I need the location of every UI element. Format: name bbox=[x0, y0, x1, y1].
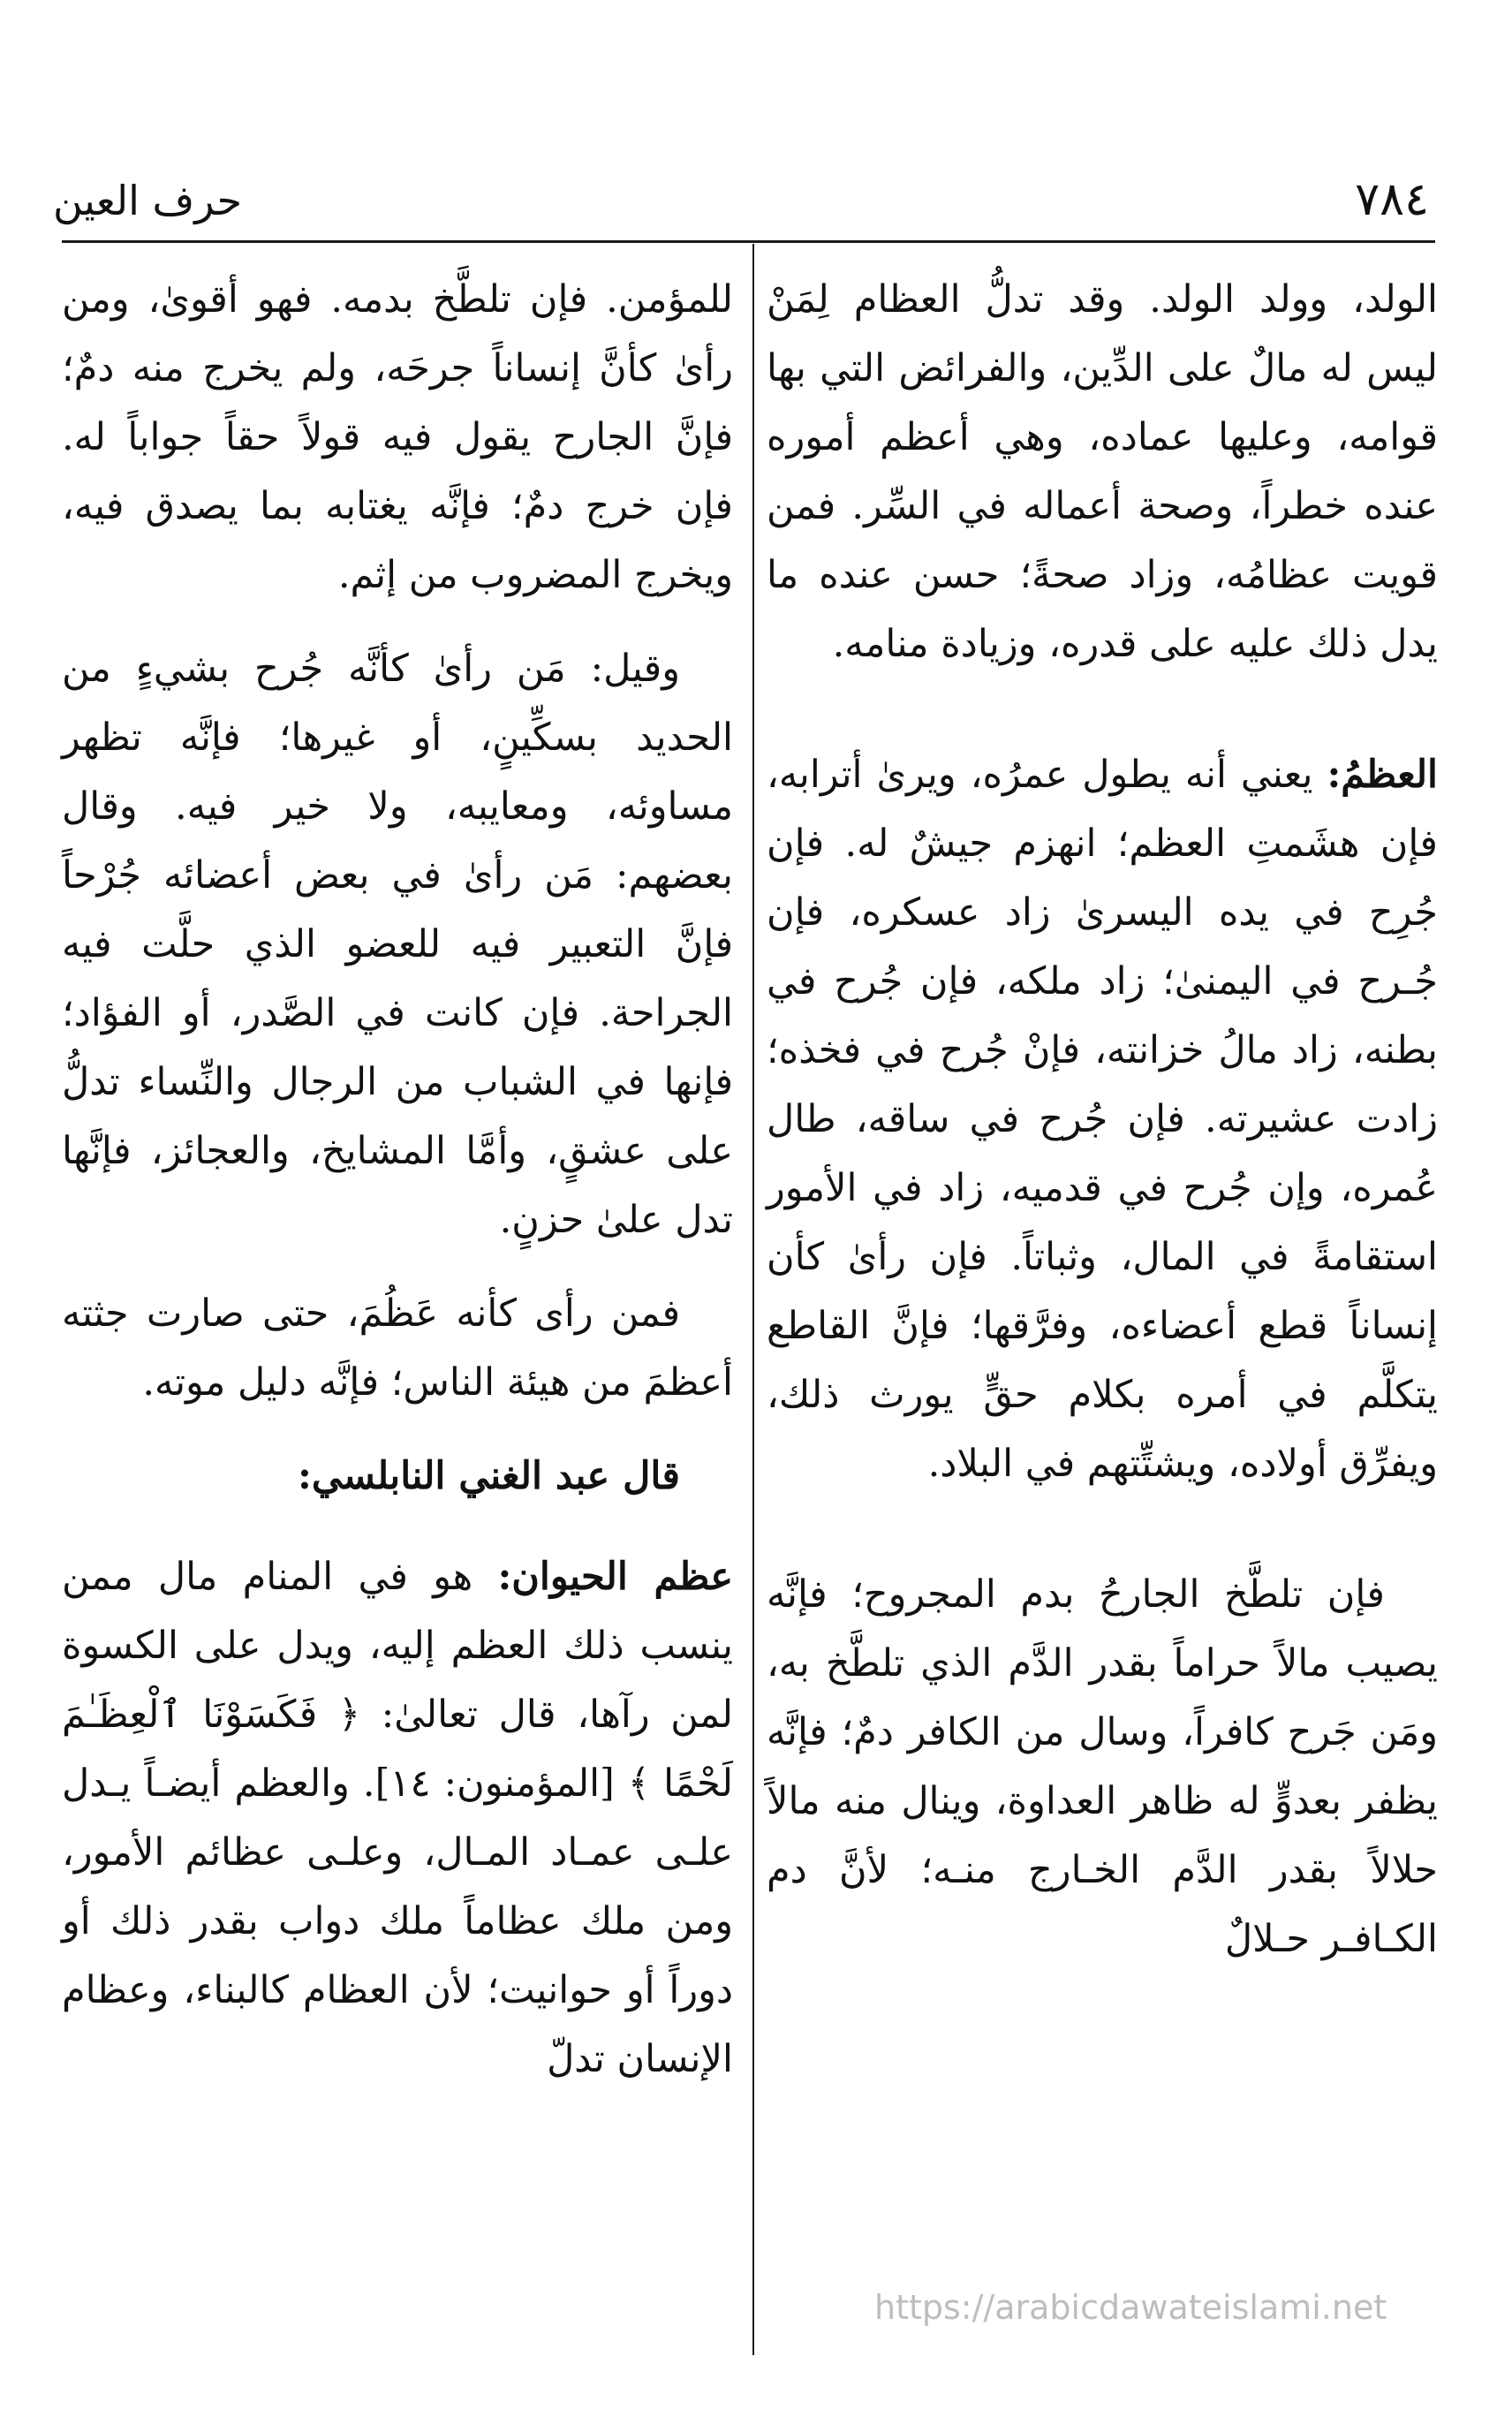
running-title: حرف العين bbox=[53, 177, 243, 224]
section-subheading: قال عبد الغني النابلسي: bbox=[297, 1454, 680, 1498]
paragraph bbox=[767, 740, 1438, 1498]
left-column bbox=[62, 265, 733, 2118]
paragraph bbox=[62, 1542, 733, 2094]
header-rule bbox=[62, 240, 1435, 243]
paragraph: وقيل: مَن رأىٰ كأنَّه جُرح بشيءٍ من الحديد بسكِّينٍ، أو غيرها؛ فإنَّه تظهر مساوئه، ومعايبه، ولا خير فيه. وقال بعضهم: مَن رأىٰ في بعض أعضائه جُرْحاً فإنَّ التعبير فيه للعضو الذي حلَّت فيه الجراحة. فإن كانت في الصَّدر، أو الفؤاد؛ فإنها في الشباب من الرجال والنِّساء تدلُّ على عشقٍ، وأمَّا المشايخ، والعجائز، فإنَّها تدل علىٰ حزنٍ. bbox=[62, 647, 733, 1242]
paragraph: فإن تلطَّخ الجارحُ بدم المجروح؛ فإنَّه يصيب مالاً حراماً بقدر الدَّم الذي تلطَّخ به، ومَن جَرح كافراً، وسال من الكافر دمٌ؛ فإنَّه يظفر بعدوٍّ له ظاهر العداوة، وينال منه مالاً حلالاً بقدر الدَّم الخـارج منـه؛ لأنَّ دم الكـافـر حـلالٌ bbox=[767, 1572, 1438, 1961]
column-divider bbox=[752, 244, 754, 2355]
entry-heading: العظمُ: bbox=[1327, 753, 1438, 797]
page-number: ٧٨٤ bbox=[1355, 173, 1429, 226]
watermark-url: https://arabicdawateislami.net bbox=[874, 2288, 1387, 2327]
paragraph: الولد، وولد الولد. وقد تدلُّ العظام لِمَنْ ليس له مالٌ على الدِّين، والفرائض التي بها قوامه، وعليها عماده، وهي أعظم أموره عنده خطراً، وصحة أعماله في السِّر. فمن قويت عظامُه، وزاد صحةً؛ حسن عنده ما يدل ذلك عليه على قدره، وزيادة منامه. bbox=[767, 277, 1438, 666]
entry-text: هو في المنام مال ممن ينسب ذلك العظم إليه، ويدل على الكسوة لمن رآها، قال تعالىٰ: ﴿ فَكَسَوْنَا ٱلْعِظَـٰمَ لَحْمًا ﴾ [المؤمنون: ١٤]. والعظم أيضـاً يـدل علـى عمـاد المـال، وعلـى عظائم الأمور، ومن ملك عظاماً ملك دواب بقدر ذلك أو دوراً أو حوانيت؛ لأن العظام كالبناء، وعظام الإنسان تدلّ bbox=[62, 1555, 733, 2081]
entry-heading: عظم الحيوان: bbox=[497, 1555, 733, 1599]
paragraph: فمن رأى كأنه عَظُمَ، حتى صارت جثته أعظمَ من هيئة الناس؛ فإنَّه دليل موته. bbox=[62, 1292, 733, 1405]
right-column bbox=[767, 265, 1438, 1998]
entry-text: يعني أنه يطول عمرُه، ويرىٰ أترابه، فإن هشَمتِ العظم؛ انهزم جيشٌ له. فإن جُرِح في يده اليسرىٰ زاد عسكره، فإن جُـرح في اليمنىٰ؛ زاد ملكه، فإن جُرح في بطنه، زاد مالُ خزانته، فإنْ جُرح في فخذه؛ زادت عشيرته. فإن جُرح في ساقه، طال عُمره، وإن جُرح في قدميه، زاد في الأمور استقامةً في المال، وثباتاً. فإن رأىٰ كأن إنساناً قطع أعضاءه، وفرَّقها؛ فإنَّ القاطع يتكلَّم في أمره بكلام حقٍّ يورث ذلك، ويفرِّق أولاده، ويشتِّتهم في البلاد. bbox=[767, 753, 1438, 1486]
paragraph: للمؤمن. فإن تلطَّخ بدمه. فهو أقوىٰ، ومن رأىٰ كأنَّ إنساناً جرحَه، ولم يخرج منه دمٌ؛ فإنَّ الجارح يقول فيه قولاً حقاً جواباً له. فإن خرج دمٌ؛ فإنَّه يغتابه بما يصدق فيه، ويخرج المضروب من إثم. bbox=[62, 277, 733, 597]
